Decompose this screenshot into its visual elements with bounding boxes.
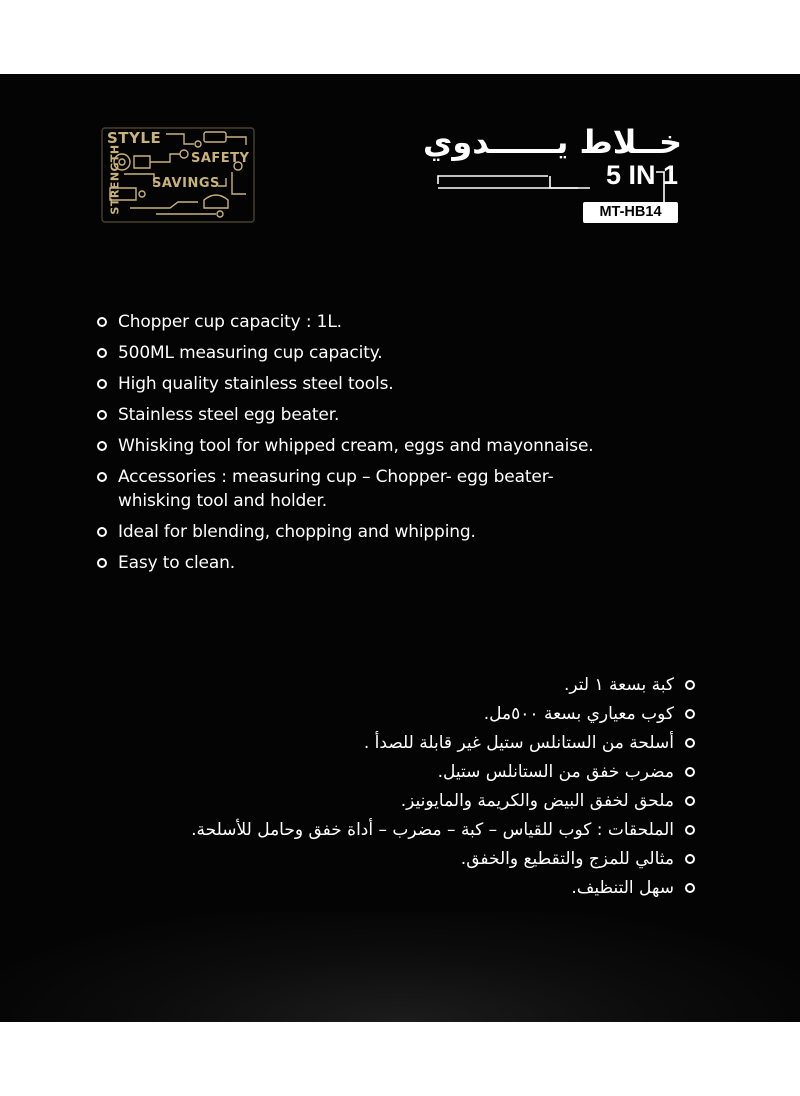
feature-item-en: Easy to clean. [96,551,736,575]
feature-item-en: Ideal for blending, chopping and whipping. [96,520,736,544]
bullet-ring-icon [685,709,695,719]
logo-word-savings: SAVINGS [152,176,220,191]
bullet-ring-icon [97,527,107,537]
feature-item-en: 500ML measuring cup capacity. [96,341,736,365]
feature-item-ar: سهل التنظيف. [96,875,696,901]
bullet-ring-icon [685,738,695,748]
product-title-arabic: خــلاط يــــــدوي [423,123,682,161]
logo-word-safety: SAFETY [191,151,250,166]
features-list-arabic [96,672,696,904]
bullet-ring-icon [97,317,107,327]
background-shadow [0,912,800,1022]
product-panel [0,74,800,1022]
bullet-ring-icon [685,796,695,806]
bullet-ring-icon [685,680,695,690]
feature-item-en: Stainless steel egg beater. [96,403,736,427]
feature-item-en: Accessories : measuring cup – Chopper- egg beater- whisking tool and holder. [96,465,618,513]
bullet-ring-icon [97,410,107,420]
bullet-ring-icon [685,767,695,777]
feature-item-ar: مثالي للمزج والتقطيع والخفق. [96,846,696,872]
bullet-ring-icon [685,883,695,893]
brand-logo [100,126,256,224]
bullet-ring-icon [97,558,107,568]
feature-item-ar: كوب معياري بسعة ٥٠٠مل. [96,701,696,727]
bullet-ring-icon [97,379,107,389]
model-number-badge: MT-HB14 [583,202,678,223]
feature-item-en: Chopper cup capacity : 1L. [96,310,736,334]
bullet-ring-icon [97,348,107,358]
feature-item-ar: كبة بسعة ١ لتر. [96,672,696,698]
feature-item-ar: ملحق لخفق البيض والكريمة والمايونيز. [96,788,696,814]
product-title-5in1: 5 IN 1 [605,160,678,190]
bullet-ring-icon [685,854,695,864]
bullet-ring-icon [685,825,695,835]
feature-item-en: High quality stainless steel tools. [96,372,736,396]
logo-word-style: STYLE [107,129,162,147]
features-list-english [96,310,736,582]
feature-item-en: Whisking tool for whipped cream, eggs and mayonnaise. [96,434,736,458]
feature-item-ar: مضرب خفق من الستانلس ستيل. [96,759,696,785]
bullet-ring-icon [97,441,107,451]
feature-item-ar: الملحقات : كوب للقياس – كبة – مضرب – أداة خفق وحامل للأسلحة. [96,817,696,843]
bullet-ring-icon [97,472,107,482]
logo-word-strength: STRENGTH [108,144,122,215]
feature-item-ar: أسلحة من الستانلس ستيل غير قابلة للصدأ . [96,730,696,756]
